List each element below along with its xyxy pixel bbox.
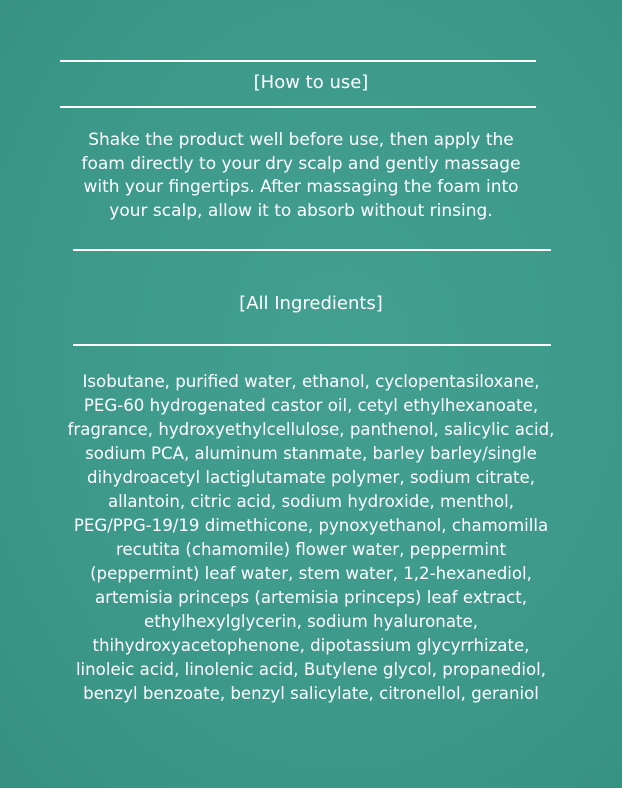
ingredients-line: allantoin, citric acid, sodium hydroxide, menthol, bbox=[107, 492, 514, 511]
how-to-use-line: your scalp, allow it to absorb without rinsing. bbox=[109, 200, 493, 221]
ingredients-line: (peppermint) leaf water, stem water, 1,2-hexanediol, bbox=[90, 564, 532, 583]
ingredients-line: recutita (chamomile) flower water, peppermint bbox=[116, 540, 506, 559]
divider-top bbox=[60, 60, 536, 62]
ingredients-text bbox=[0, 370, 622, 706]
how-to-use-text bbox=[0, 129, 602, 223]
ingredients-line: PEG-60 hydrogenated castor oil, cetyl ethylhexanoate, bbox=[83, 396, 539, 415]
how-to-use-line: foam directly to your dry scalp and gently massage bbox=[81, 153, 521, 174]
ingredients-line: ethylhexylglycerin, sodium hyaluronate, bbox=[144, 612, 478, 631]
divider-above-ingredients bbox=[73, 249, 551, 251]
ingredients-line: artemisia princeps (artemisia princeps) leaf extract, bbox=[94, 588, 528, 607]
ingredients-line: linoleic acid, linolenic acid, Butylene glycol, propanediol, bbox=[75, 660, 547, 679]
divider-under-how-to-use bbox=[60, 106, 536, 108]
ingredients-heading: [All Ingredients] bbox=[239, 293, 383, 314]
ingredients-line: sodium PCA, aluminum stanmate, barley barley/single bbox=[85, 444, 537, 463]
ingredients-line: dihydroacetyl lactiglutamate polymer, sodium citrate, bbox=[87, 468, 535, 487]
ingredients-line: PEG/PPG-19/19 dimethicone, pynoxyethanol, chamomilla bbox=[73, 516, 549, 535]
ingredients-line: benzyl benzoate, benzyl salicylate, citronellol, geraniol bbox=[83, 684, 539, 703]
ingredients-line: thihydroxyacetophenone, dipotassium glycyrrhizate, bbox=[92, 636, 530, 655]
ingredients-line: Isobutane, purified water, ethanol, cyclopentasiloxane, bbox=[82, 372, 540, 391]
how-to-use-heading: [How to use] bbox=[253, 72, 369, 93]
how-to-use-line: Shake the product well before use, then apply the bbox=[88, 130, 514, 150]
divider-under-ingredients bbox=[73, 344, 551, 346]
how-to-use-line: with your fingertips. After massaging the foam into bbox=[83, 177, 519, 197]
ingredients-line: fragrance, hydroxyethylcellulose, panthenol, salicylic acid, bbox=[67, 420, 555, 439]
